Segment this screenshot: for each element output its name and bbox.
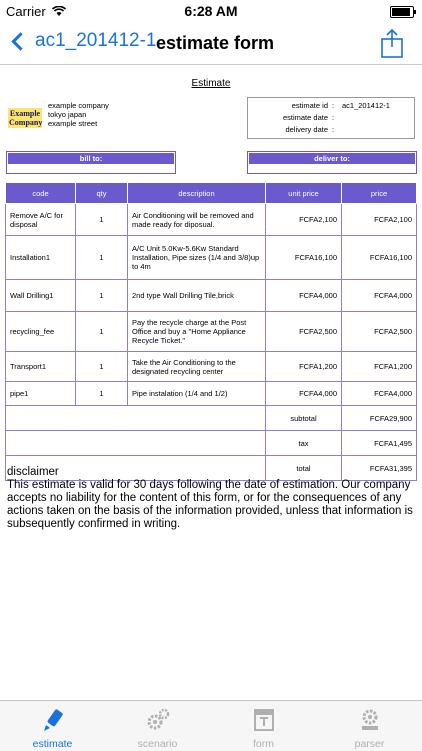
tax-label: tax (266, 431, 342, 456)
delivery-date-label: delivery date (285, 125, 328, 134)
header-code: code (6, 183, 76, 204)
subtotal-label: subtotal (266, 406, 342, 431)
header-description: description (128, 183, 266, 204)
company-logo: Example Company (9, 109, 43, 127)
deliver-to-header: deliver to: (249, 153, 415, 164)
table-row (6, 204, 417, 236)
company-city: tokyo japan (48, 110, 87, 119)
cell-description: A/C Unit 5.0Kw-5.6Kw Standard Installation, Pipe sizes (1/4 and 3/8)up to 4m (128, 236, 266, 280)
cell-description: Pay the recycle charge at the Post Office and buy a "Home Appliance Recycle Ticket." (128, 312, 266, 352)
page-title: estimate form (156, 33, 275, 53)
back-button-label: ac1_201412-1 (35, 30, 157, 51)
disclaimer (7, 466, 417, 531)
table-row (6, 352, 417, 382)
cell-price: FCFA2,500 (342, 312, 417, 352)
cell-code: pipe1 (6, 382, 76, 406)
clock: 6:28 AM (184, 3, 238, 19)
header-qty: qty (76, 183, 128, 204)
tab-estimate-label: estimate (32, 738, 73, 750)
cell-description: Pipe instalation (1/4 and 1/2) (128, 382, 266, 406)
cell-price: FCFA2,100 (342, 204, 417, 236)
cell-qty: 1 (76, 280, 128, 312)
estimate-info-box (247, 97, 415, 139)
disclaimer-title: disclaimer (7, 466, 59, 478)
cell-description: Air Conditioning will be removed and made ready for diposual. (128, 204, 266, 236)
header-price: price (342, 183, 417, 204)
summary-spacer (6, 431, 266, 456)
cell-description: 2nd type Wall Drilling Tile,brick (128, 280, 266, 312)
items-table (5, 182, 417, 481)
bill-to-header: bill to: (8, 153, 174, 164)
total-label: total (266, 456, 342, 481)
estimate-id-value: ac1_201412-1 (342, 101, 390, 110)
summary-spacer (6, 406, 266, 431)
cell-code: Remove A/C for disposal (6, 204, 76, 236)
document-title: Estimate (191, 78, 231, 89)
tab-form[interactable] (211, 701, 316, 751)
status-bar (0, 0, 422, 22)
tab-form-label: form (253, 738, 274, 750)
tax-value: FCFA1,495 (342, 431, 417, 456)
cell-qty: 1 (76, 312, 128, 352)
cell-code: Transport1 (6, 352, 76, 382)
tab-bar (0, 700, 422, 751)
estimate-id-colon: : (332, 101, 335, 110)
cell-qty: 1 (76, 352, 128, 382)
parser-gear-icon (357, 707, 383, 733)
cell-unit-price: FCFA2,100 (266, 204, 342, 236)
subtotal-row (6, 406, 417, 431)
company-address (48, 101, 109, 128)
navigation-bar (0, 22, 422, 65)
carrier-label: Carrier (6, 4, 46, 19)
table-row (6, 382, 417, 406)
estimate-id-label: estimate id (291, 101, 328, 110)
subtotal-value: FCFA29,900 (342, 406, 417, 431)
cell-unit-price: FCFA4,000 (266, 280, 342, 312)
cell-unit-price: FCFA2,500 (266, 312, 342, 352)
table-row (6, 280, 417, 312)
estimate-date-colon: : (332, 113, 335, 122)
table-row (6, 312, 417, 352)
chevron-left-icon (11, 32, 29, 50)
tab-parser-label: parser (354, 738, 385, 750)
gears-icon (145, 707, 171, 733)
pen-icon (40, 707, 66, 733)
form-icon (251, 707, 277, 733)
battery-icon (390, 6, 414, 18)
share-icon[interactable] (380, 28, 404, 58)
cell-code: Installation1 (6, 236, 76, 280)
cell-unit-price: FCFA4,000 (266, 382, 342, 406)
company-name: example company (48, 101, 109, 110)
cell-price: FCFA16,100 (342, 236, 417, 280)
table-row (6, 236, 417, 280)
tab-parser[interactable] (317, 701, 422, 751)
cell-qty: 1 (76, 204, 128, 236)
cell-qty: 1 (76, 236, 128, 280)
company-street: example street (48, 119, 98, 128)
total-value: FCFA31,395 (342, 456, 417, 481)
tab-scenario[interactable] (105, 701, 210, 751)
bill-to-box (6, 151, 176, 174)
cell-qty: 1 (76, 382, 128, 406)
disclaimer-text: This estimate is valid for 30 days following the date of estimation. Our company accepts no liability for the content of this form, or for the consequences of any actions taken on the basis of the information provided, unless that information is subsequently confirmed in writing. (7, 479, 413, 530)
estimate-date-label: estimate date (282, 113, 328, 122)
cell-unit-price: FCFA1,200 (266, 352, 342, 382)
table-header-row (6, 183, 417, 204)
tax-row (6, 431, 417, 456)
deliver-to-box (247, 151, 417, 174)
header-unit-price: unit price (266, 183, 342, 204)
back-button[interactable] (10, 30, 157, 52)
tab-estimate[interactable] (0, 701, 105, 751)
cell-price: FCFA1,200 (342, 352, 417, 382)
cell-code: Wall Drilling1 (6, 280, 76, 312)
tab-scenario-label: scenario (137, 738, 178, 750)
cell-description: Take the Air Conditioning to the designated recycling center (128, 352, 266, 382)
cell-unit-price: FCFA16,100 (266, 236, 342, 280)
cell-code: recycling_fee (6, 312, 76, 352)
delivery-date-colon: : (332, 125, 335, 134)
cell-price: FCFA4,000 (342, 280, 417, 312)
cell-price: FCFA4,000 (342, 382, 417, 406)
